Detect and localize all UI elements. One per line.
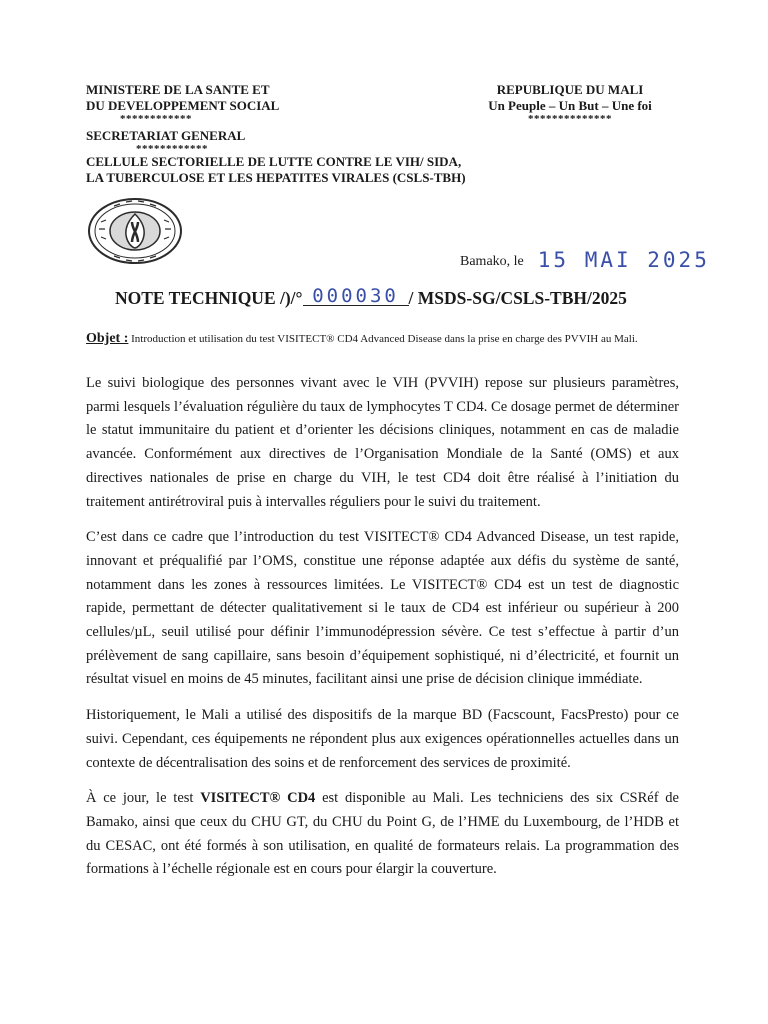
date-stamp: 15 MAI 2025 bbox=[537, 248, 710, 272]
secretariat-general: SECRETARIAT GENERAL bbox=[86, 128, 246, 143]
paragraph-4-start: À ce jour, le test bbox=[86, 790, 201, 807]
paragraph-4-bold: VISITECT® CD4 bbox=[200, 790, 316, 807]
note-prefix: NOTE TECHNIQUE /)/° bbox=[115, 288, 303, 308]
cellule-line-2: LA TUBERCULOSE ET LES HEPATITES VIRALES (CSLS-TBH) bbox=[86, 170, 466, 185]
header-right bbox=[470, 82, 670, 124]
paragraph-1: Le suivi biologique des personnes vivant avec le VIH (PVVIH) repose sur plusieurs paramètres, parmi lesquels l’évaluation régulière du taux de lymphocytes T CD4. Ce dosage permet de déterminer le statut immunitaire du patient et d’orienter les décisions cliniques, notamment en cas de maladie avancée. Conformément aux directives de l’Organisation Mondiale de la Santé (OMS) et aux directives nationales de prise en charge du VIH, le test CD4 doit être réalisé à l’initiation du traitement antirétroviral puis à intervalles réguliers pour le suivi du traitement. bbox=[86, 375, 679, 510]
paragraph-3: Historiquement, le Mali a utilisé des dispositifs de la marque BD (Facscount, FacsPresto) pour ce suivi. Cependant, ces équipements ne répondent plus aux exigences opérationnelles actuelles dans un contexte de décentralisation des soins et de renforcement des services de proximité. bbox=[86, 707, 679, 771]
republic-title: REPUBLIQUE DU MALI bbox=[496, 82, 644, 97]
ministry-line-1: MINISTERE DE LA SANTE ET bbox=[86, 82, 270, 97]
paragraph-2: C’est dans ce cadre que l’introduction du test VISITECT® CD4 Advanced Disease, un test rapide, innovant et préqualifié par l’OMS, constitue une réponse adaptée aux défis du système de santé, notamment dans les zones à ressources limitées. Le VISITECT® CD4 est un test de diagnostic rapide, permettant de détecter qualitativement si le taux de CD4 est inférieur ou supérieur à 200 cellules/µL, seuil utilisé pour définir l’immunodépression sévère. Ce test s’effectue à partir d’un prélèvement de sang capillaire, sans besoin d’équipement sophistiqué, ni d’électricité, et fournit un résultat visuel en moins de 45 minutes, facilitant ainsi une prise de décision clinique immédiate. bbox=[86, 529, 679, 688]
header-left-stars-1: ************ bbox=[120, 113, 192, 125]
note-technique-title bbox=[115, 285, 627, 309]
note-suffix: / MSDS-SG/CSLS-TBH/2025 bbox=[408, 288, 627, 308]
date-label: Bamako, le bbox=[460, 254, 524, 269]
header-right-stars: ************** bbox=[528, 113, 612, 125]
ministry-line-2: DU DEVELOPPEMENT SOCIAL bbox=[86, 98, 280, 113]
objet-text: Introduction et utilisation du test VISITECT® CD4 Advanced Disease dans la prise en charge des PVVIH au Mali. bbox=[131, 333, 638, 345]
objet-line bbox=[86, 332, 686, 346]
cellule-line-1: CELLULE SECTORIELLE DE LUTTE CONTRE LE VIH/ SIDA, bbox=[86, 154, 462, 169]
ministry-seal-icon bbox=[86, 196, 184, 266]
republic-motto: Un Peuple – Un But – Une foi bbox=[488, 98, 652, 113]
objet-label: Objet : bbox=[86, 331, 129, 346]
body-text bbox=[86, 372, 679, 894]
header-left bbox=[86, 82, 506, 186]
date-line bbox=[460, 246, 710, 270]
paragraph-4 bbox=[86, 787, 679, 882]
paragraph-4-end: est disponible au Mali. Les techniciens des six CSRéf de Bamako, ainsi que ceux du CHU GT, du CHU du Point G, de l’HME du Luxembourg, de l’HDB et du CESAC, ont été formés à son utilisation, en qualité de formateurs relais. La programmation des formations à l’échelle régionale est en cours pour élargir la couverture. bbox=[86, 790, 679, 878]
note-number: 000030 bbox=[303, 287, 409, 306]
header-left-stars-2: ************ bbox=[136, 143, 208, 155]
